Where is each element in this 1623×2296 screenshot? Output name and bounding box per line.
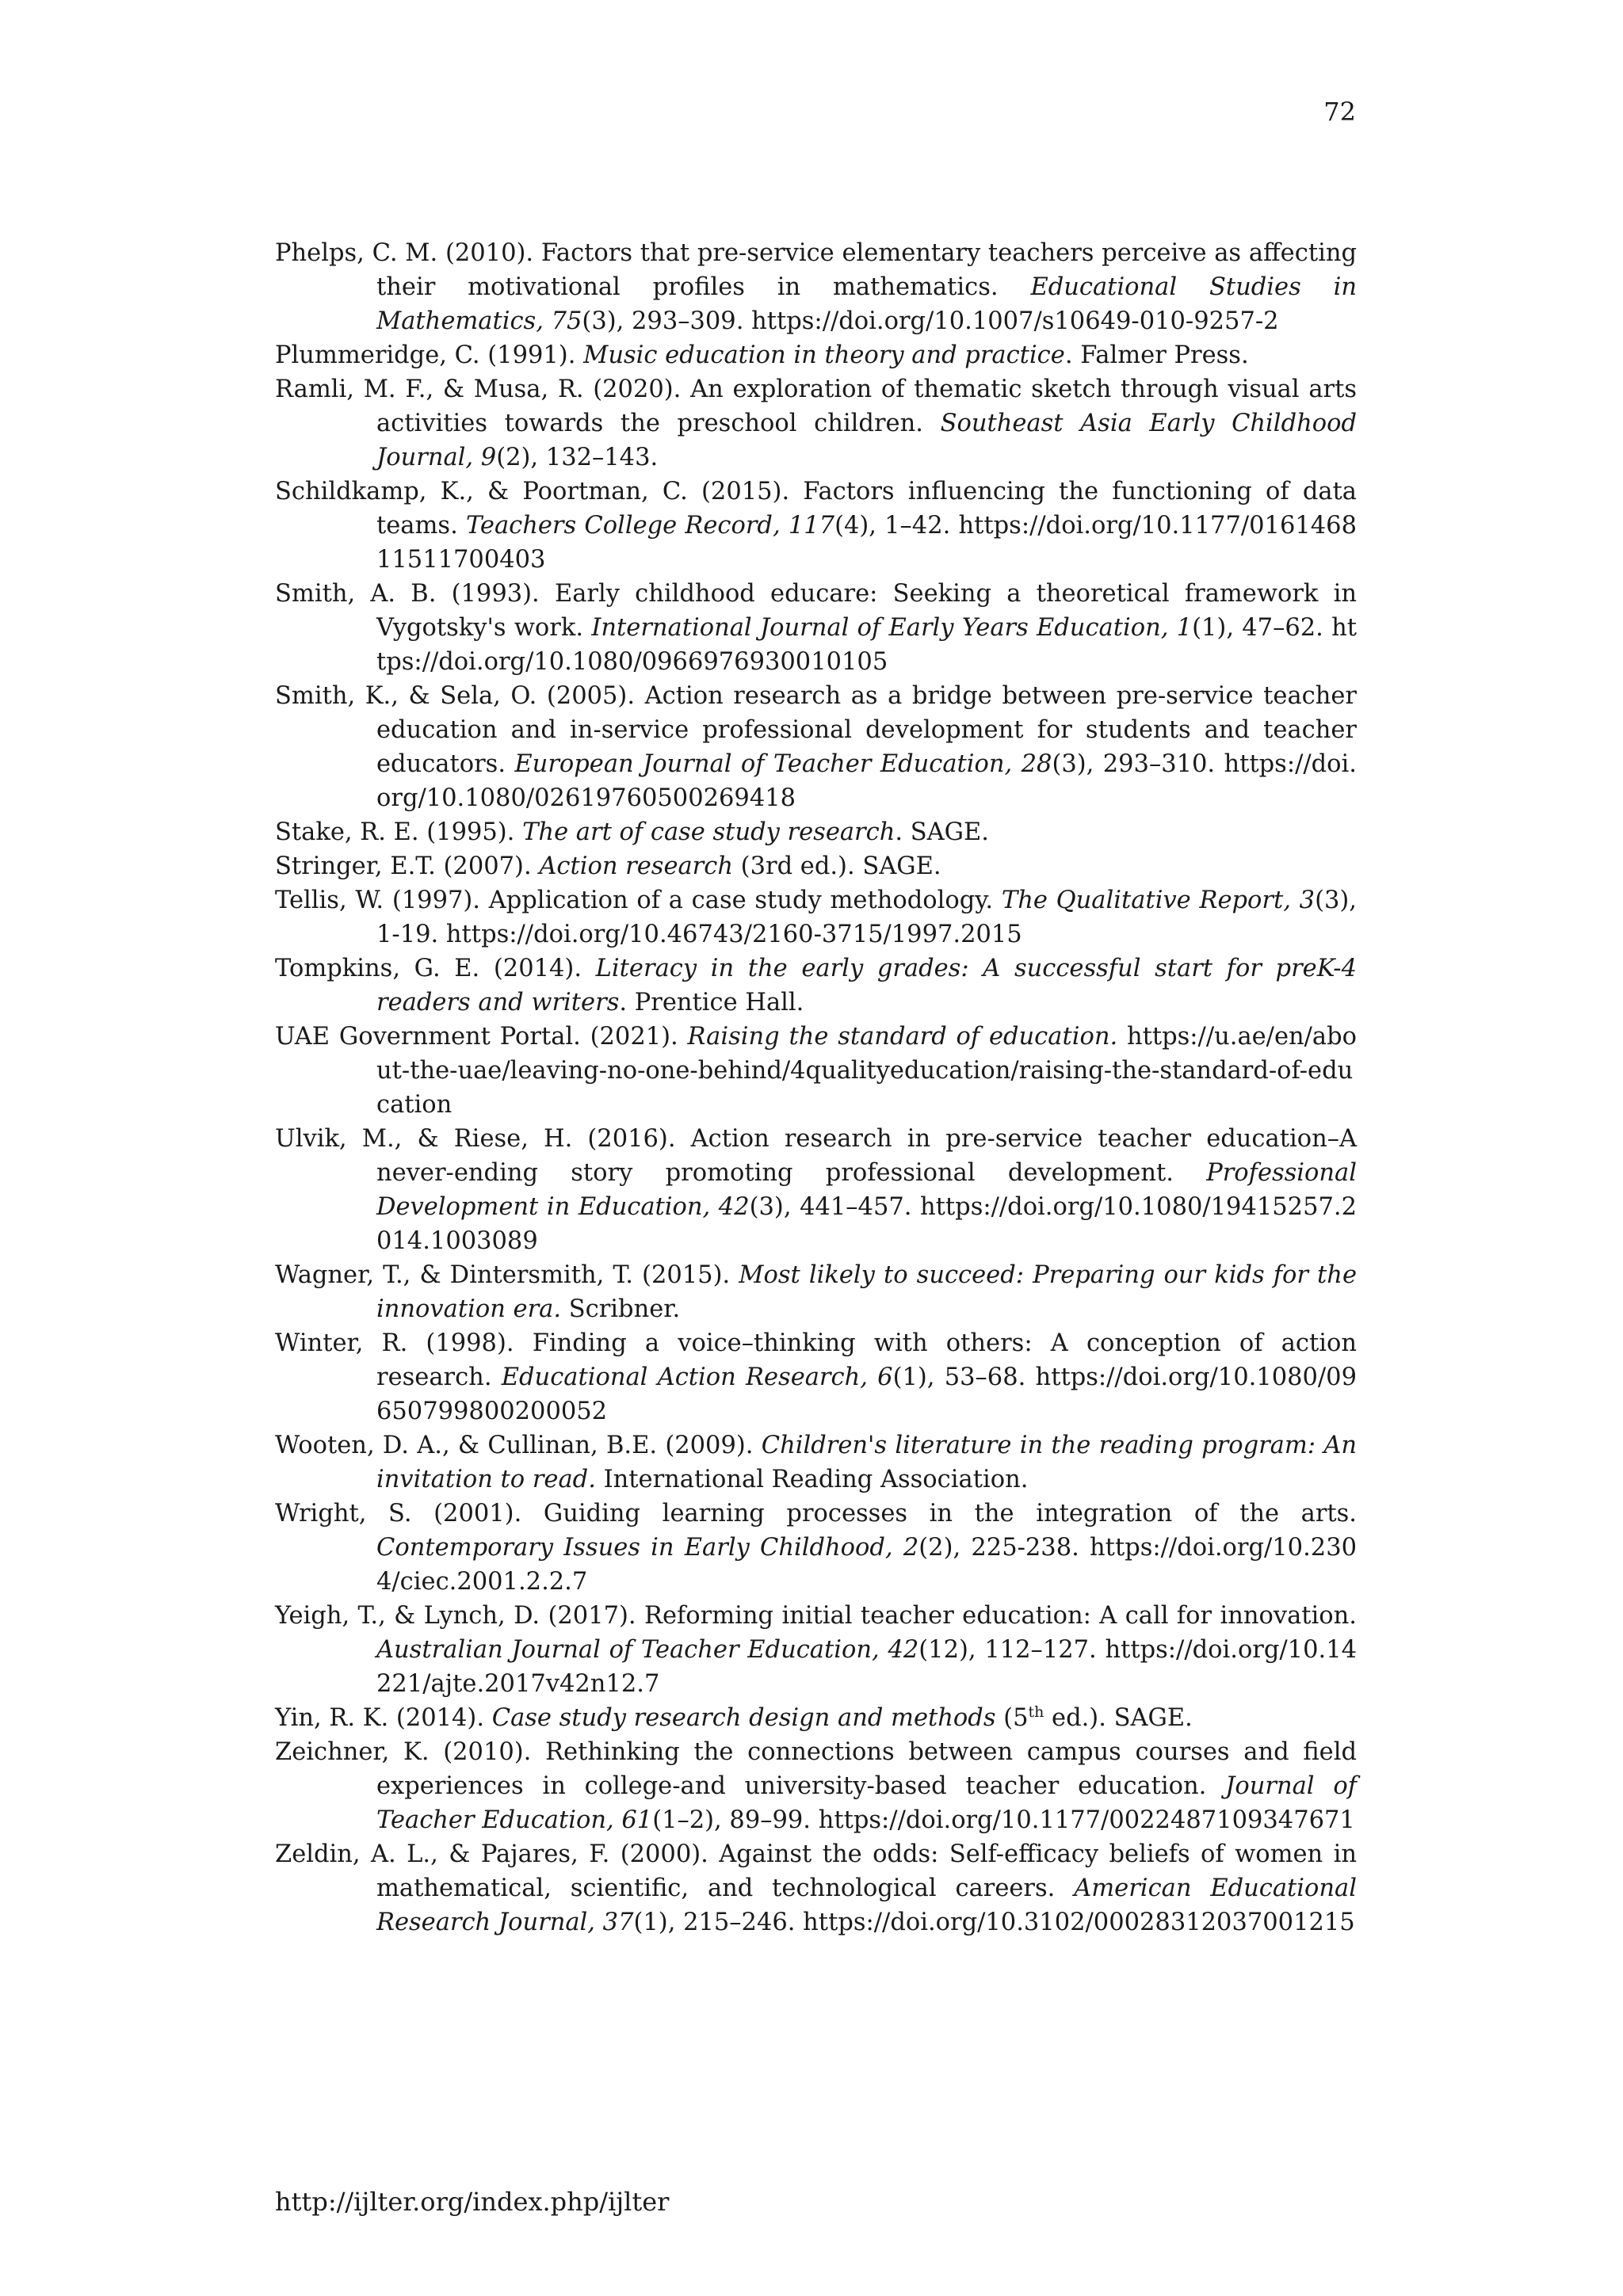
reference-details: . Falmer Press. <box>1064 341 1249 369</box>
reference-text: Tompkins, G. E. (2014). <box>275 955 596 982</box>
reference-details: (4), 1–42. https://doi.org/10.1177/016146811511700403 <box>376 512 1357 574</box>
reference-details: (1), 53–68. https://doi.org/10.1080/09650799800200052 <box>376 1363 1357 1425</box>
reference-details: (3rd ed.). SAGE. <box>732 852 941 880</box>
reference-text: Wooten, D. A., & Cullinan, B.E. (2009). <box>275 1432 762 1459</box>
reference-text: Stake, R. E. (1995). <box>275 818 523 846</box>
reference-entry <box>275 1837 1357 1939</box>
reference-text: Smith, A. B. (1993). Early childhood educare: Seeking a theoretical framework in Vygotsky's work. <box>275 580 1357 642</box>
reference-entry <box>275 1599 1357 1701</box>
reference-entry <box>275 679 1357 815</box>
reference-entry <box>275 577 1357 679</box>
reference-text: Schildkamp, K., & Poortman, C. (2015). Factors influencing the functioning of data teams. <box>275 478 1357 540</box>
footer-url: http://ijlter.org/index.php/ijlter <box>275 2187 670 2217</box>
reference-text: Wright, S. (2001). Guiding learning processes in the integration of the arts. <box>275 1500 1357 1527</box>
reference-text: Phelps, C. M. (2010). Factors that pre-service elementary teachers perceive as affecting their motivational profiles in mathematics. <box>275 239 1357 301</box>
reference-details: (1), 47–62. https://doi.org/10.1080/0966976930010105 <box>376 614 1358 676</box>
reference-details: (12), 112–127. https://doi.org/10.14221/ajte.2017v42n12.7 <box>376 1636 1358 1698</box>
reference-source-title: Action research <box>539 852 733 880</box>
reference-entry <box>275 1122 1357 1258</box>
reference-text: UAE Government Portal. (2021). <box>275 1023 688 1051</box>
reference-details: . SAGE. <box>895 818 989 846</box>
reference-source-title: American Educational Research Journal, 37 <box>376 1875 1357 1936</box>
reference-text: Plummeridge, C. (1991). <box>275 341 584 369</box>
reference-source-title: International Journal of Early Years Education, 1 <box>591 614 1193 642</box>
reference-entry <box>275 952 1357 1020</box>
reference-source-title: Educational Action Research, 6 <box>501 1363 893 1391</box>
reference-details: https://u.ae/en/about-the-uae/leaving-no-one-behind/4qualityeducation/raising-the-standard-of-education <box>376 1023 1357 1119</box>
reference-entry <box>275 475 1357 577</box>
reference-source-title: Literacy in the early grades: A successful start for preK-4 readers and writers <box>376 955 1357 1016</box>
reference-entry <box>275 849 1357 883</box>
reference-source-title: Contemporary Issues in Early Childhood, 2 <box>376 1534 919 1562</box>
reference-source-title: The art of case study research <box>522 818 896 846</box>
reference-details: (3), 293–310. https://doi.org/10.1080/02619760500269418 <box>376 750 1357 812</box>
reference-details: (1–2), 89–99. https://doi.org/10.1177/0022487109347671 <box>652 1806 1355 1834</box>
reference-details: (2), 132–143. <box>496 444 659 471</box>
reference-source-title: Case study research design and methods <box>491 1704 996 1732</box>
page-number: 72 <box>1323 97 1356 127</box>
reference-source-title: Educational Studies in Mathematics, 75 <box>376 273 1357 335</box>
reference-source-title: Southeast Asia Early Childhood Journal, 9 <box>376 410 1357 471</box>
reference-text: Zeldin, A. L., & Pajares, F. (2000). Against the odds: Self-efficacy beliefs of women in mathematical, scientific, and technological careers. <box>275 1840 1357 1902</box>
reference-text: Stringer, E.T. (2007). <box>275 852 540 880</box>
reference-text: Wagner, T., & Dintersmith, T. (2015). <box>275 1261 739 1289</box>
reference-details: (3), 293–309. https://doi.org/10.1007/s10649-010-9257-2 <box>582 307 1279 335</box>
reference-entry <box>275 1020 1357 1122</box>
reference-text: Tellis, W. (1997). Application of a case study methodology. <box>275 887 1002 914</box>
reference-text: Ramli, M. F., & Musa, R. (2020). An exploration of thematic sketch through visual arts activities towards the preschool children. <box>275 376 1357 437</box>
reference-text: Yin, R. K. (2014). <box>275 1704 492 1732</box>
superscript: th <box>1028 1703 1044 1721</box>
reference-source-title: European Journal of Teacher Education, 28 <box>514 750 1052 778</box>
reference-entry <box>275 1258 1357 1326</box>
reference-source-title: Raising the standard of education. <box>687 1023 1118 1051</box>
reference-source-title: Music education in theory and practice <box>583 341 1065 369</box>
reference-entry <box>275 815 1357 849</box>
reference-entry <box>275 338 1357 372</box>
reference-details: (2), 225-238. https://doi.org/10.2304/ciec.2001.2.2.7 <box>376 1534 1357 1596</box>
reference-entry <box>275 1497 1357 1599</box>
reference-entry <box>275 1701 1357 1735</box>
reference-details: (3), 441–457. https://doi.org/10.1080/19415257.2014.1003089 <box>376 1193 1357 1255</box>
reference-source-title: The Qualitative Report, 3 <box>1001 887 1316 914</box>
reference-details-end: ed.). SAGE. <box>1044 1704 1193 1732</box>
reference-entry <box>275 236 1357 338</box>
reference-source-title: Most likely to succeed: Preparing our kids for the innovation era. <box>376 1261 1357 1323</box>
reference-entry <box>275 372 1357 475</box>
reference-list <box>275 236 1357 1939</box>
reference-details: (5 <box>995 1704 1029 1732</box>
reference-text: Zeichner, K. (2010). Rethinking the connections between campus courses and field experiences in college-and university-based teacher education. <box>275 1738 1357 1800</box>
reference-details: (3), 1-19. https://doi.org/10.46743/2160-3715/1997.2015 <box>376 887 1357 948</box>
reference-entry <box>275 1735 1357 1837</box>
reference-source-title: Journal of Teacher Education, 61 <box>376 1772 1358 1834</box>
reference-text: Ulvik, M., & Riese, H. (2016). Action research in pre-service teacher education–A never-ending story promoting professional development. <box>275 1125 1357 1187</box>
reference-text: Smith, K., & Sela, O. (2005). Action research as a bridge between pre-service teacher education and in-service professional development for students and teacher educators. <box>275 682 1357 778</box>
reference-entry <box>275 1326 1357 1428</box>
reference-source-title: Teachers College Record, 117 <box>465 512 835 540</box>
reference-entry <box>275 1428 1357 1497</box>
reference-details: . Prentice Hall. <box>619 989 804 1016</box>
reference-details: International Reading Association. <box>595 1466 1029 1493</box>
reference-text: Yeigh, T., & Lynch, D. (2017). Reforming initial teacher education: A call for innovation. <box>275 1602 1357 1630</box>
reference-text: Winter, R. (1998). Finding a voice–thinking with others: A conception of action research. <box>275 1329 1357 1391</box>
reference-source-title: Australian Journal of Teacher Education, 42 <box>376 1636 919 1664</box>
reference-source-title: Professional Development in Education, 42 <box>376 1159 1357 1221</box>
reference-source-title: Children's literature in the reading program: An invitation to read. <box>376 1432 1357 1493</box>
reference-entry <box>275 883 1357 952</box>
reference-details: (1), 215–246. https://doi.org/10.3102/00028312037001215 <box>633 1909 1355 1936</box>
reference-details: Scribner. <box>561 1295 681 1323</box>
